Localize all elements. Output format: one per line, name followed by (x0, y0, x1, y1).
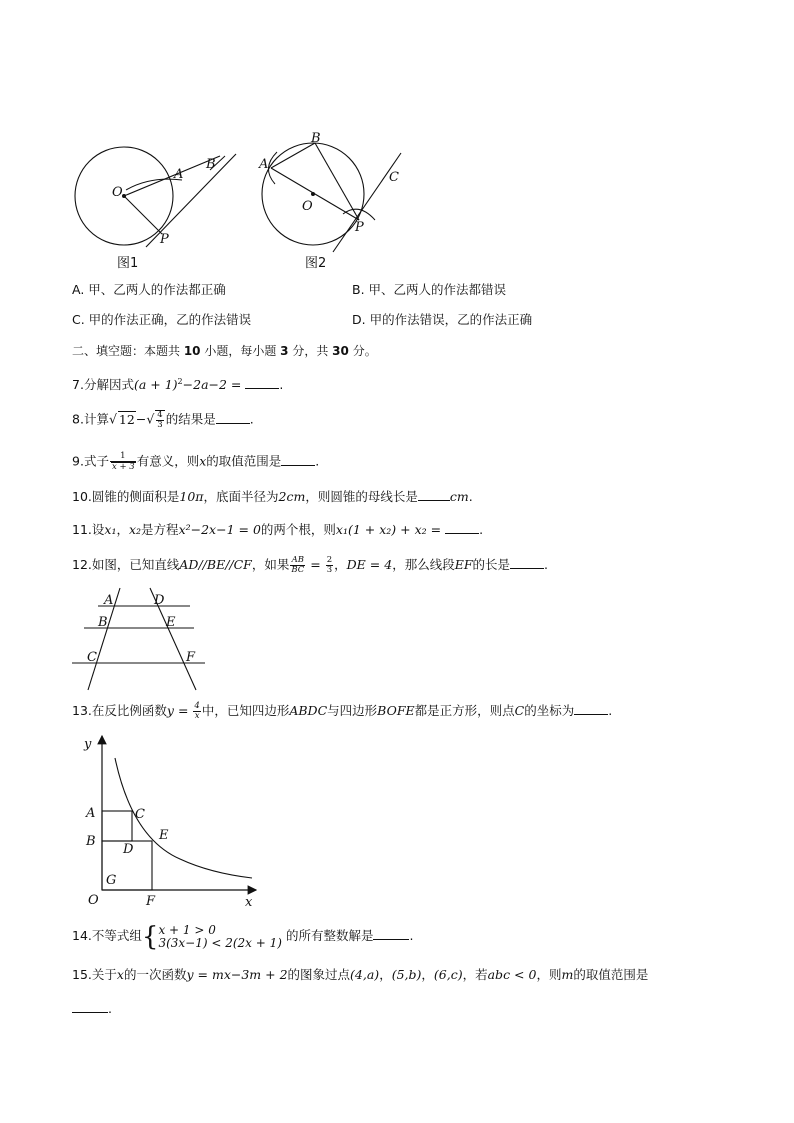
line-op (124, 196, 162, 234)
tangent-line (333, 153, 401, 252)
label-o: O (88, 893, 99, 908)
label-a: A (259, 157, 269, 172)
label-o: O (302, 199, 313, 214)
question-8: 8.计算√ 12−√ $\frac{4}{3}$ 的结果是 . (72, 410, 254, 430)
answer-blank (373, 927, 409, 940)
figure-q12 (70, 586, 210, 696)
label-f: F (186, 650, 196, 665)
figure-2 (255, 128, 415, 274)
figure-1 (70, 128, 250, 274)
label-x: x (245, 895, 253, 910)
question-9: 9.式子 $\frac{1}{x + 3}$ 有意义，则x的取值范围是 . (72, 451, 320, 472)
label-b: B (206, 157, 216, 172)
caption-fig1: 图1 (117, 256, 139, 271)
question-14: 14.不等式组{ x + 1 > 0 3(3x−1) < 2(2x + 1) 的所有整数解是 . (72, 921, 414, 952)
label-c: C (135, 807, 145, 822)
line-bp (315, 143, 359, 220)
caption-fig2: 图2 (305, 256, 327, 271)
question-11: 11.设x₁，x₂是方程x²−2x−1 = 0的两个根，则x₁(1 + x₂) + x₂ = . (72, 522, 484, 537)
label-o: O (112, 185, 123, 200)
label-e: E (166, 615, 176, 630)
answer-blank (245, 376, 279, 389)
label-e: E (159, 828, 169, 843)
figure-q13 (80, 728, 270, 910)
answer-blank (445, 521, 479, 534)
label-c: C (389, 170, 399, 185)
label-b: B (86, 834, 96, 849)
question-12: 12.如图，已知直线AD//BE//CF，如果 $\frac{AB}{BC}$ = $\frac{2}{3}$ ，DE = 4，那么线段EF的长是 . (72, 555, 549, 575)
label-d: D (123, 842, 134, 857)
label-g: G (106, 873, 117, 888)
label-p: P (160, 232, 169, 247)
answer-blank (216, 411, 250, 424)
section-2-title: 二、填空题：本题共 10 小题，每小题 3 分，共 30 分。 (72, 344, 377, 358)
option-d: D. 甲的作法错误，乙的作法正确 (352, 312, 533, 327)
label-b: B (98, 615, 108, 630)
label-a: A (174, 167, 184, 182)
square-abdc (102, 811, 132, 841)
question-13: 13.在反比例函数y = $\frac{4}{x}$ 中，已知四边形ABDC与四边形BOFE都是正方形，则点C的坐标为 . (72, 701, 613, 721)
label-b: B (311, 131, 321, 146)
label-a: A (104, 593, 114, 608)
label-d: D (154, 593, 165, 608)
question-10: 10.圆锥的侧面积是10π，底面半径为2cm，则圆锥的母线长是 cm. (72, 489, 473, 504)
answer-blank (72, 1000, 108, 1013)
label-f: F (146, 894, 156, 909)
question-15-answer: . (72, 1000, 112, 1017)
option-b: B. 甲、乙两人的作法都错误 (352, 282, 507, 297)
option-c: C. 甲的作法正确，乙的作法错误 (72, 312, 252, 327)
label-y: y (84, 737, 92, 752)
label-p: P (355, 220, 364, 235)
answer-blank (418, 488, 450, 501)
question-7: 7.分解因式$(a + 1)^2-2a-2$ = . (72, 377, 284, 393)
answer-blank (281, 453, 315, 466)
answer-blank (574, 702, 608, 715)
label-a: A (86, 806, 96, 821)
option-a: A. 甲、乙两人的作法都正确 (72, 282, 226, 297)
answer-blank (510, 556, 544, 569)
label-c: C (87, 650, 97, 665)
question-15: 15.关于x的一次函数y = mx−3m + 2的图象过点(4,a)，(5,b)，(6,c)，若abc < 0，则m的取值范围是 (72, 967, 649, 982)
